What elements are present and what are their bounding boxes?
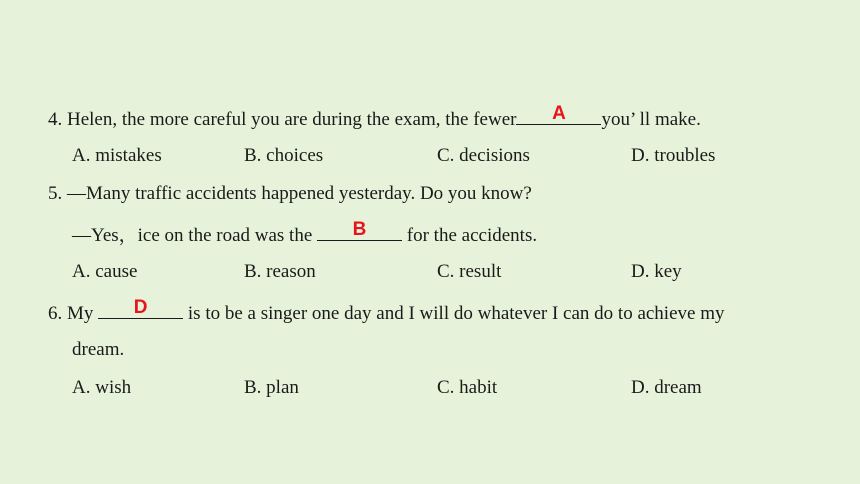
question-6-option-b: B. plan (244, 377, 299, 398)
question-4 (48, 103, 701, 131)
question-5-blank (317, 219, 402, 241)
question-6-option-d: D. dream (631, 377, 702, 398)
question-4-option-d: D. troubles (631, 145, 716, 166)
question-6-text: 6. My (48, 303, 94, 324)
question-5-line-1: 5. —Many traffic accidents happened yesterday. Do you know? (48, 183, 532, 204)
question-6-text-end: is to be a singer one day and I will do whatever I can do to achieve my (187, 303, 725, 324)
question-6-option-c: C. habit (437, 377, 498, 398)
question-5-text-end: for the accidents. (406, 225, 538, 246)
question-5-option-d: D. key (631, 261, 682, 282)
question-5-line-2 (72, 219, 538, 247)
question-5-text: —Yes，ice on the road was the (72, 225, 313, 246)
question-6-option-a: A. wish (72, 377, 132, 398)
question-4-answer: A (552, 103, 566, 124)
question-5-option-b: B. reason (244, 261, 316, 282)
question-4-option-c: C. decisions (437, 145, 530, 166)
question-4-option-b: B. choices (244, 145, 324, 166)
question-6-answer: D (133, 297, 148, 318)
question-5-option-a: A. cause (72, 261, 138, 282)
question-4-text: 4. Helen, the more careful you are during the exam, the fewer (48, 109, 517, 130)
question-6-line-2: dream. (72, 339, 125, 360)
question-4-blank (516, 103, 601, 125)
question-5-option-c: C. result (437, 261, 502, 282)
question-4-option-a: A. mistakes (72, 145, 162, 166)
question-5-answer: B (352, 219, 367, 240)
question-6-line-1 (48, 297, 725, 325)
question-6-blank (98, 297, 183, 319)
question-4-text-end: you’ ll make. (601, 109, 701, 130)
